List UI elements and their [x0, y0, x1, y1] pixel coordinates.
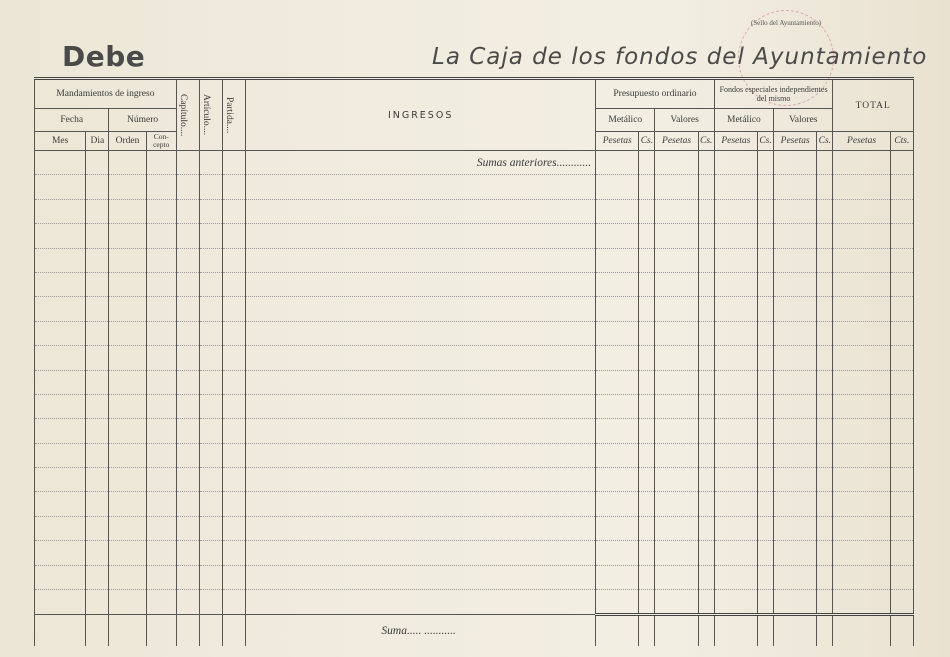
debe-title: Debe: [62, 40, 146, 73]
fondos-header: Fondos especiales independientes del mismo: [714, 79, 833, 109]
seal-stamp-text: (Sello del Ayuntamiento): [750, 19, 822, 27]
ledger-row: [35, 224, 914, 248]
orden-header: Orden: [109, 132, 146, 151]
cts-header: Cts.: [890, 132, 913, 151]
ledger-row: [35, 175, 914, 199]
articulo-header: Artículo....: [200, 94, 211, 136]
mandamientos-header: Mandamientos de ingreso: [35, 79, 177, 109]
numero-header: Número: [109, 109, 176, 132]
ledger-row: [35, 272, 914, 296]
presupuesto-valores-header: Valores: [655, 109, 714, 132]
ledger-row: [35, 199, 914, 223]
dia-header: Dia: [86, 132, 109, 151]
ledger-row: [35, 590, 914, 615]
ledger-row: [35, 321, 914, 345]
ledger-row: [35, 370, 914, 394]
ledger-table: [34, 77, 914, 646]
ledger-row: [35, 419, 914, 443]
ledger-row: [35, 248, 914, 272]
pesetas-header: Pesetas: [714, 132, 757, 151]
ingresos-header: INGRESOS: [246, 79, 596, 151]
concepto-header: Con-cepto: [146, 132, 176, 151]
cs-header: Cs.: [639, 132, 655, 151]
ledger-row: [35, 492, 914, 516]
fondos-metalico-header: Metálico: [714, 109, 773, 132]
ledger-row: [35, 541, 914, 565]
mes-header: Mes: [35, 132, 86, 151]
partida-header: Partida....: [224, 96, 235, 134]
pesetas-header: Pesetas: [596, 132, 639, 151]
capitulo-header: Capítulo....: [177, 93, 188, 137]
sumas-anteriores-label: Sumas anteriores............: [246, 151, 596, 175]
ledger-row: [35, 443, 914, 467]
presupuesto-metalico-header: Metálico: [596, 109, 655, 132]
pesetas-header: Pesetas: [655, 132, 698, 151]
ledger-row: [35, 565, 914, 589]
presupuesto-header: Presupuesto ordinario: [596, 79, 715, 109]
cs-header: Cs.: [698, 132, 714, 151]
ledger-row: [35, 516, 914, 540]
ledger-row: [35, 468, 914, 492]
suma-label: Suma..... ...........: [246, 615, 596, 647]
total-header: TOTAL: [833, 79, 914, 132]
caja-title: La Caja de los fondos del Ayuntamiento: [432, 44, 928, 70]
cs-header: Cs.: [757, 132, 773, 151]
suma-row: [35, 615, 914, 647]
fecha-header: Fecha: [35, 109, 109, 132]
fondos-valores-header: Valores: [774, 109, 833, 132]
ledger-row: [35, 297, 914, 321]
ledger-row: [35, 346, 914, 370]
pesetas-header: Pesetas: [774, 132, 817, 151]
cs-header: Cs.: [817, 132, 833, 151]
ledger-row: [35, 394, 914, 418]
pesetas-header: Pesetas: [833, 132, 890, 151]
